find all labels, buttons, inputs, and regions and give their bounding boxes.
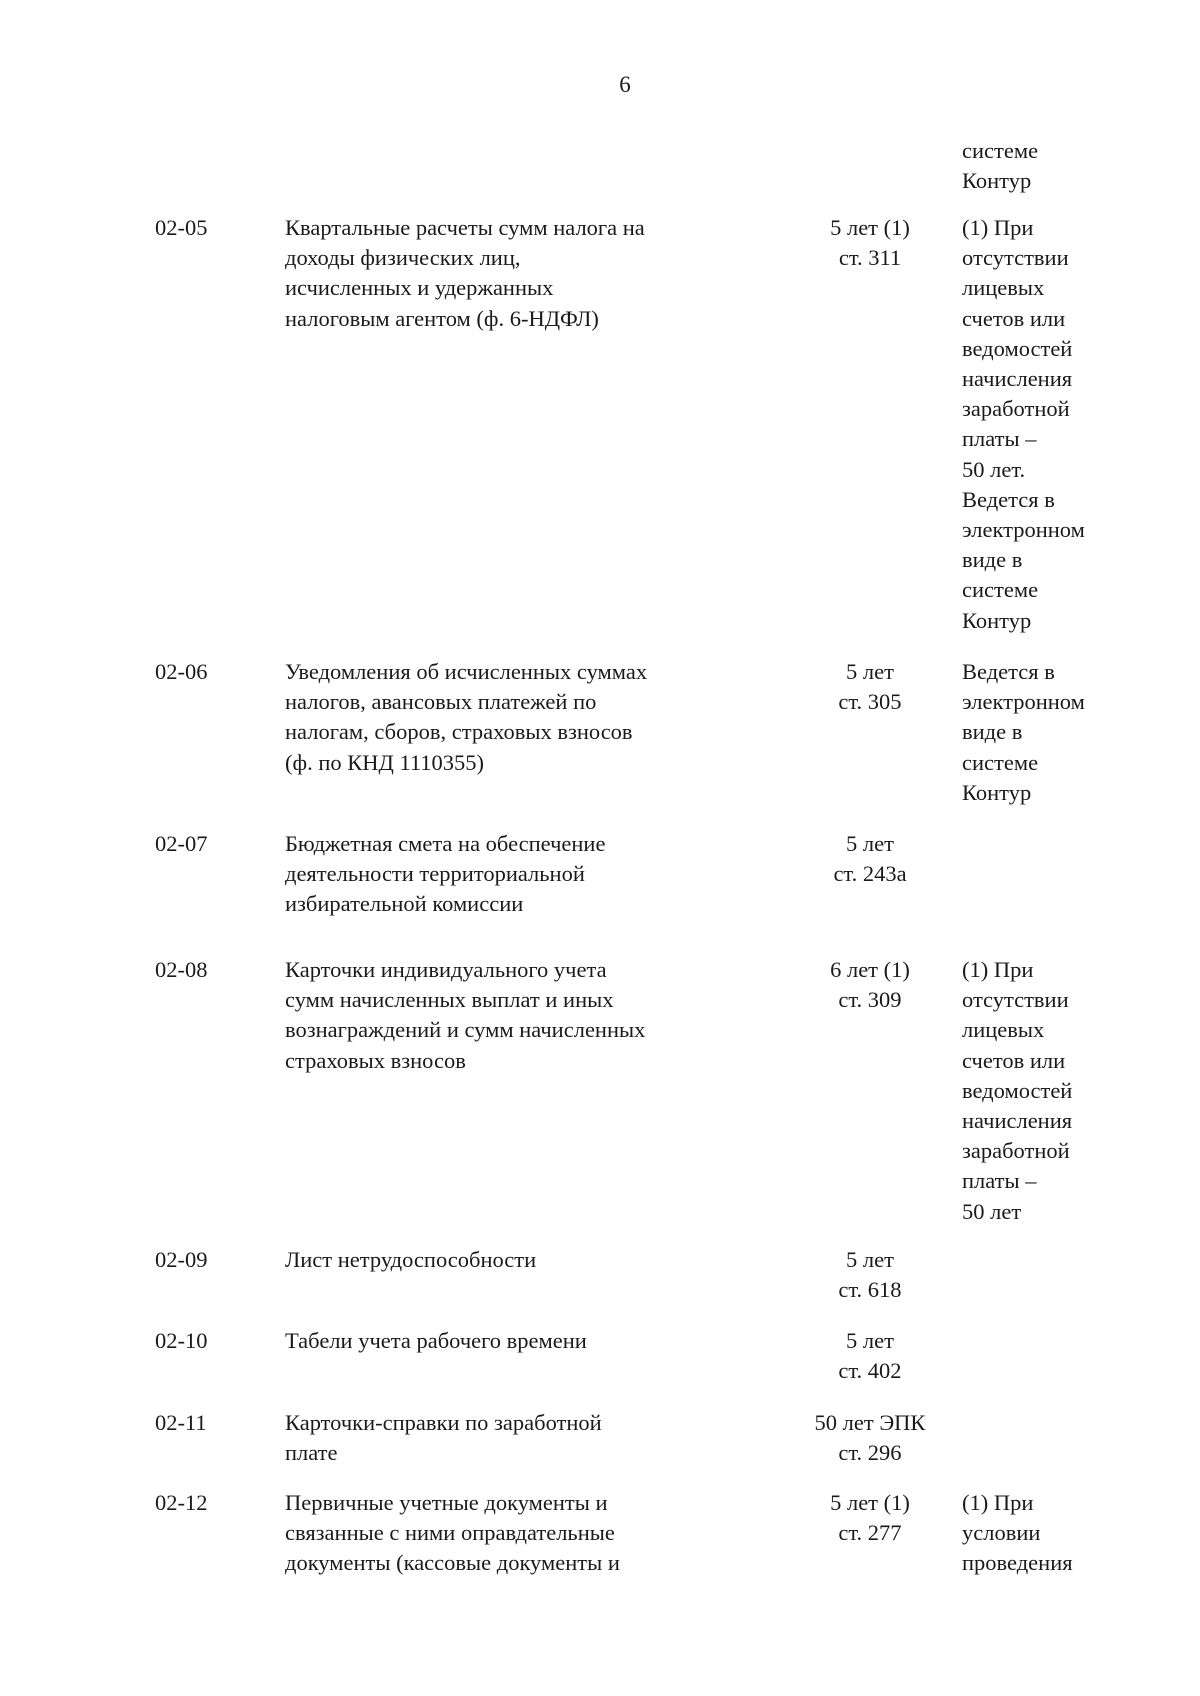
notes-line: проведения <box>962 1550 1073 1576</box>
notes-line: заработной <box>962 1138 1070 1164</box>
notes-line: заработной <box>962 396 1070 422</box>
notes-line: Ведется в <box>962 486 1055 512</box>
row-code: 02-09 <box>155 1247 208 1272</box>
row-title-cell <box>285 1488 725 1579</box>
title-line: исчисленных и удержанных <box>285 275 554 301</box>
row-title-cell <box>285 213 725 334</box>
notes-line: (1) При <box>962 215 1034 240</box>
term-line: 5 лет <box>846 1328 894 1353</box>
article-line: ст. 277 <box>838 1520 902 1546</box>
title-line: доходы физических лиц, <box>285 245 521 271</box>
notes-line: Контур <box>962 168 1032 194</box>
notes-line: начисления <box>962 1108 1073 1134</box>
notes-cell <box>962 955 1122 1227</box>
notes-line: ведомостей <box>962 1077 1073 1103</box>
term-line: 5 лет (1) <box>830 215 910 240</box>
article-line: ст. 618 <box>838 1277 902 1303</box>
notes-line: виде в <box>962 547 1023 573</box>
article-line: ст. 402 <box>838 1358 902 1384</box>
notes-line: системе <box>962 749 1039 775</box>
row-title-cell <box>285 829 725 920</box>
term-line: 5 лет (1) <box>830 1490 910 1515</box>
notes-line: 50 лет. <box>962 456 1026 482</box>
row-code: 02-10 <box>155 1328 208 1353</box>
article-line: ст. 243а <box>833 861 907 887</box>
notes-line: 50 лет <box>962 1198 1022 1224</box>
title-line: документы (кассовые документы и <box>285 1550 620 1576</box>
notes-line: платы – <box>962 1168 1037 1194</box>
title-line: Бюджетная смета на обеспечение <box>285 831 606 856</box>
title-line: связанные с ними оправдательные <box>285 1520 615 1546</box>
page-number: 6 <box>619 72 631 97</box>
term-line: 5 лет <box>846 831 894 856</box>
title-line: Табели учета рабочего времени <box>285 1328 587 1353</box>
notes-line: системе <box>962 138 1039 163</box>
notes-line: условии <box>962 1520 1041 1546</box>
notes-cell <box>962 1488 1122 1579</box>
row-title-cell <box>285 955 725 1076</box>
title-line: страховых взносов <box>285 1047 466 1073</box>
title-line: Первичные учетные документы и <box>285 1490 608 1515</box>
title-line: (ф. по КНД 1110355) <box>285 749 485 775</box>
notes-line: платы – <box>962 426 1037 452</box>
title-line: Квартальные расчеты сумм налога на <box>285 215 645 240</box>
article-line: ст. 305 <box>838 689 902 715</box>
title-line: сумм начисленных выплат и иных <box>285 987 614 1013</box>
title-line: налоговым агентом (ф. 6-НДФЛ) <box>285 305 599 331</box>
title-line: деятельности территориальной <box>285 861 585 887</box>
article-line: ст. 309 <box>838 987 902 1013</box>
notes-cell <box>962 657 1122 808</box>
row-code: 02-11 <box>155 1410 207 1435</box>
term-line: 6 лет (1) <box>830 957 910 982</box>
term-line: 50 лет ЭПК <box>814 1410 926 1435</box>
term-line: 5 лет <box>846 659 894 684</box>
row-title-cell <box>285 1408 725 1468</box>
retention-term-cell <box>790 955 950 1015</box>
row-title-cell <box>285 1245 725 1275</box>
title-line: Карточки-справки по заработной <box>285 1410 602 1435</box>
title-line: вознаграждений и сумм начисленных <box>285 1017 646 1043</box>
notes-line: ведомостей <box>962 335 1073 361</box>
notes-line: виде в <box>962 719 1023 745</box>
notes-line: отсутствии <box>962 245 1069 271</box>
notes-line: начисления <box>962 366 1073 392</box>
retention-term-cell <box>790 829 950 889</box>
title-line: налогам, сборов, страховых взносов <box>285 719 633 745</box>
notes-cell <box>962 213 1122 636</box>
row-code: 02-07 <box>155 831 208 856</box>
retention-term-cell <box>790 657 950 717</box>
notes-line: счетов или <box>962 1047 1066 1073</box>
row-title-cell <box>285 1326 725 1356</box>
retention-term-cell <box>790 1326 950 1386</box>
notes-line: отсутствии <box>962 987 1069 1013</box>
notes-line: лицевых <box>962 1017 1045 1043</box>
retention-term-cell <box>790 213 950 273</box>
notes-line: Контур <box>962 607 1032 633</box>
notes-line: Контур <box>962 779 1032 805</box>
row-code: 02-12 <box>155 1490 208 1515</box>
notes-line: электронном <box>962 517 1085 543</box>
title-line: Карточки индивидуального учета <box>285 957 607 982</box>
notes-line: лицевых <box>962 275 1045 301</box>
row-code: 02-08 <box>155 957 208 982</box>
retention-term-cell <box>790 1245 950 1305</box>
row-code: 02-06 <box>155 659 208 684</box>
notes-cell <box>962 136 1122 196</box>
retention-term-cell <box>790 1408 950 1468</box>
title-line: Уведомления об исчисленных суммах <box>285 659 648 684</box>
notes-line: счетов или <box>962 305 1066 331</box>
retention-term-cell <box>790 1488 950 1548</box>
title-line: Лист нетрудоспособности <box>285 1247 537 1272</box>
article-line: ст. 311 <box>838 245 902 271</box>
notes-line: (1) При <box>962 1490 1034 1515</box>
title-line: избирательной комиссии <box>285 891 524 917</box>
term-line: 5 лет <box>846 1247 894 1272</box>
row-code: 02-05 <box>155 215 208 240</box>
title-line: налогов, авансовых платежей по <box>285 689 597 715</box>
notes-line: электронном <box>962 689 1085 715</box>
row-title-cell <box>285 657 725 778</box>
notes-line: Ведется в <box>962 659 1055 684</box>
notes-line: (1) При <box>962 957 1034 982</box>
title-line: плате <box>285 1440 338 1466</box>
notes-line: системе <box>962 577 1039 603</box>
article-line: ст. 296 <box>838 1440 902 1466</box>
